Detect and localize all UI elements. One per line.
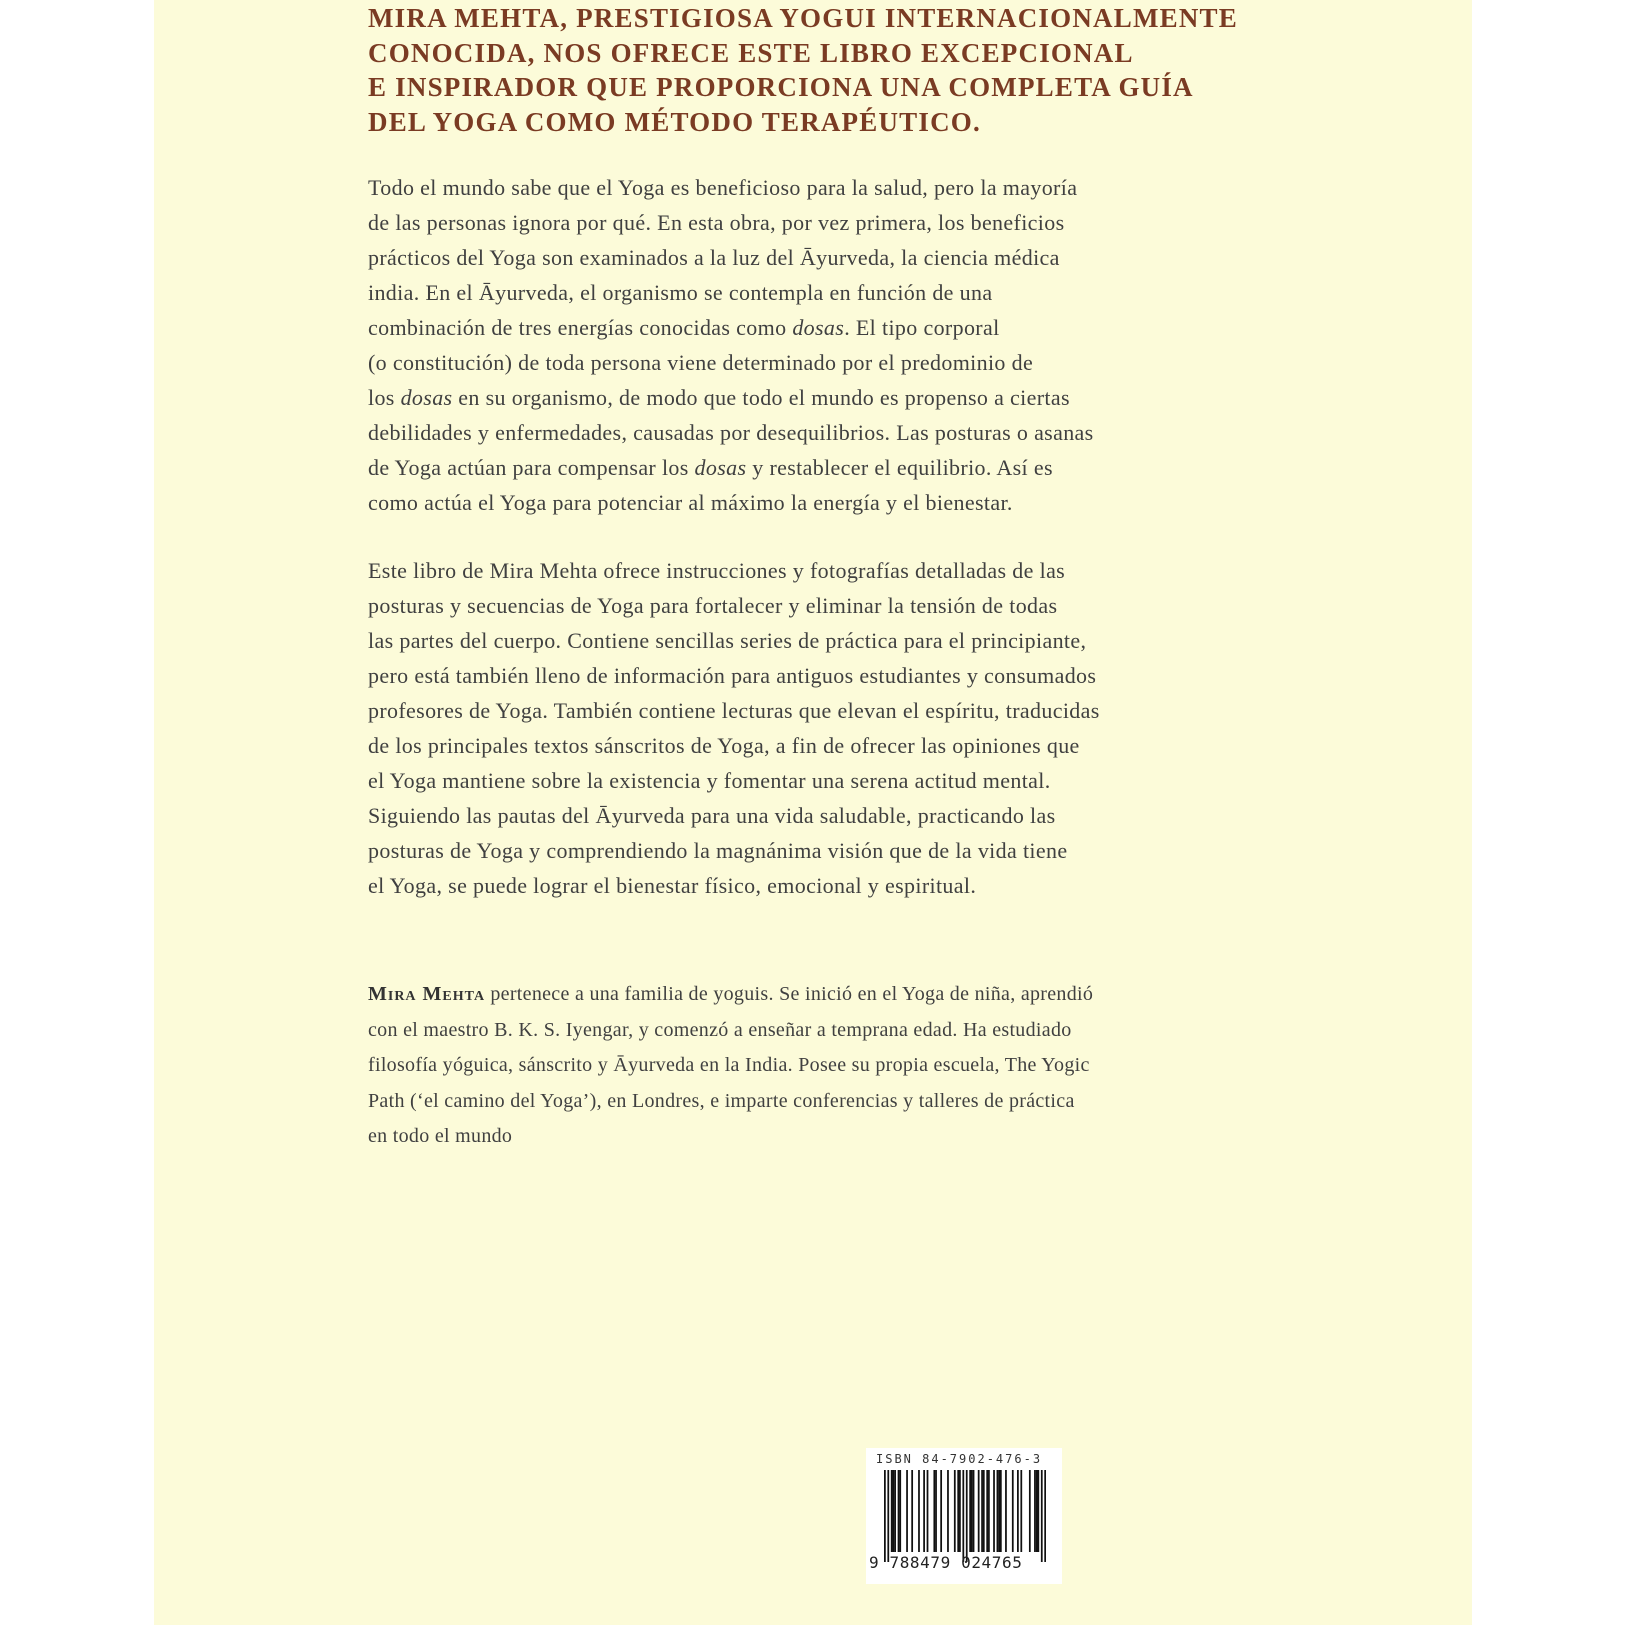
barcode-bar (1020, 1470, 1022, 1552)
back-cover-content (368, 0, 1248, 1147)
author-name: Mira Mehta (368, 983, 486, 1005)
barcode-bar (899, 1470, 901, 1552)
term-dosas: dosas (400, 385, 453, 410)
barcode-bars (884, 1470, 1046, 1562)
back-cover (154, 0, 1472, 1625)
barcode-bar (1017, 1470, 1019, 1552)
barcode-bar (1041, 1470, 1043, 1562)
barcode-bar (973, 1470, 975, 1552)
barcode-bar (954, 1470, 956, 1552)
barcode-bar (957, 1470, 959, 1552)
barcode-bar (959, 1470, 961, 1552)
barcode-bar (935, 1470, 937, 1552)
barcode-bar (997, 1470, 999, 1552)
barcode-bar (923, 1470, 925, 1552)
barcode-bar (1029, 1470, 1031, 1552)
isbn-label: ISBN 84-7902-476-3 (876, 1452, 1043, 1466)
barcode-bar (887, 1470, 889, 1562)
bio-text: pertenece a una familia de yoguis. Se inició en el Yoga de niña, aprendió con el maestro B. K. S. Iyengar, y comenzó a enseñar a temprana edad. Ha estudiado filosofía yóguica, sánscrito y Āyurveda en la India. Posee su propia escuela, The Yogic Path (‘el camino del Yoga’), en Londres, e imparte conferencias y talleres de práctica en todo el mundo (368, 983, 1094, 1147)
paragraph-text: . El tipo corporal (o constitución) de toda persona viene determinado por el predominio de los (368, 315, 1034, 410)
paragraph-text: en su organismo, de modo que todo el mundo es propenso a ciertas debilidades y enfermedades, causadas por desequilibrios. Las posturas o asanas de Yoga actúan para compensar los (368, 385, 1094, 480)
barcode-bar (966, 1470, 968, 1562)
barcode-bar (983, 1470, 985, 1552)
barcode-bar (978, 1470, 980, 1552)
barcode-bar (893, 1470, 895, 1552)
barcode-block (866, 1448, 1062, 1584)
barcode-bar (906, 1470, 908, 1552)
barcode-bar (884, 1470, 886, 1562)
barcode-bar (940, 1470, 942, 1552)
barcode-bar (993, 1470, 995, 1552)
barcode-bar (981, 1470, 983, 1552)
barcode-bar (1036, 1470, 1038, 1552)
headline: MIRA MEHTA, PRESTIGIOSA YOGUI INTERNACIONALMENTE CONOCIDA, NOS OFRECE ESTE LIBRO EXCEPCIONAL E INSPIRADOR QUE PROPORCIONA UNA COMPLETA GUÍA DEL YOGA COMO MÉTODO TERAPÉUTICO. (368, 3, 1238, 137)
barcode-bar (947, 1470, 949, 1552)
barcode-bar (988, 1470, 990, 1552)
barcode-bar (911, 1470, 913, 1552)
barcode-bar (933, 1470, 935, 1552)
term-dosas: dosas (792, 315, 845, 340)
barcode-bar (918, 1470, 920, 1552)
barcode-bar (1044, 1470, 1046, 1562)
term-dosas: dosas (694, 455, 747, 480)
paragraph-book-contents: Este libro de Mira Mehta ofrece instrucciones y fotografías detalladas de las posturas y secuencias de Yoga para fortalecer y eliminar la tensión de todas las partes del cuerpo. Contiene sencillas series de práctica para el principiante, pero está también lleno de información para antiguos estudiantes y consumados profesores de Yoga. También contiene lecturas que elevan el espíritu, traducidas de los principales textos sánscritos de Yoga, a fin de ofrecer las opiniones que el Yoga mantiene sobre la existencia y fomentar una serena actitud mental. Siguiendo las pautas del Āyurveda para una vida saludable, practicando las posturas de Yoga y comprendiendo la magnánima visión que de la vida tiene el Yoga, se puede lograr el bienestar físico, emocional y espiritual. (368, 558, 1100, 898)
barcode-bar (1000, 1470, 1002, 1552)
barcode-bar (1005, 1470, 1007, 1552)
barcode-bar (971, 1470, 973, 1552)
paragraph-ayurveda (368, 170, 1268, 520)
barcode-bar (927, 1470, 929, 1552)
barcode-bar (998, 1470, 1000, 1552)
barcode-bar (969, 1470, 971, 1552)
barcode-bar (891, 1470, 893, 1552)
barcode-bar (1034, 1470, 1036, 1552)
ean-digits: 9 788479 024765 (869, 1553, 1023, 1572)
paragraph-text: Todo el mundo sabe que el Yoga es beneficioso para la salud, pero la mayoría de las personas ignora por qué. En esta obra, por vez primera, los beneficios prácticos del Yoga son examinados a la luz del Āyurveda, la ciencia médica india. En el Āyurveda, el organismo se contempla en función de una combinación de tres energías conocidas como (368, 175, 1078, 340)
barcode-bar (962, 1470, 964, 1562)
author-bio (368, 977, 1268, 1155)
paragraph-text: y restablecer el equilibrio. Así es como actúa el Yoga para potenciar al máximo la energía y el bienestar. (368, 455, 1053, 515)
barcode-bar (894, 1470, 896, 1552)
barcode-bar (1037, 1470, 1039, 1552)
barcode-bar (986, 1470, 988, 1552)
barcode-bar (898, 1470, 900, 1552)
barcode-bar (1012, 1470, 1014, 1552)
